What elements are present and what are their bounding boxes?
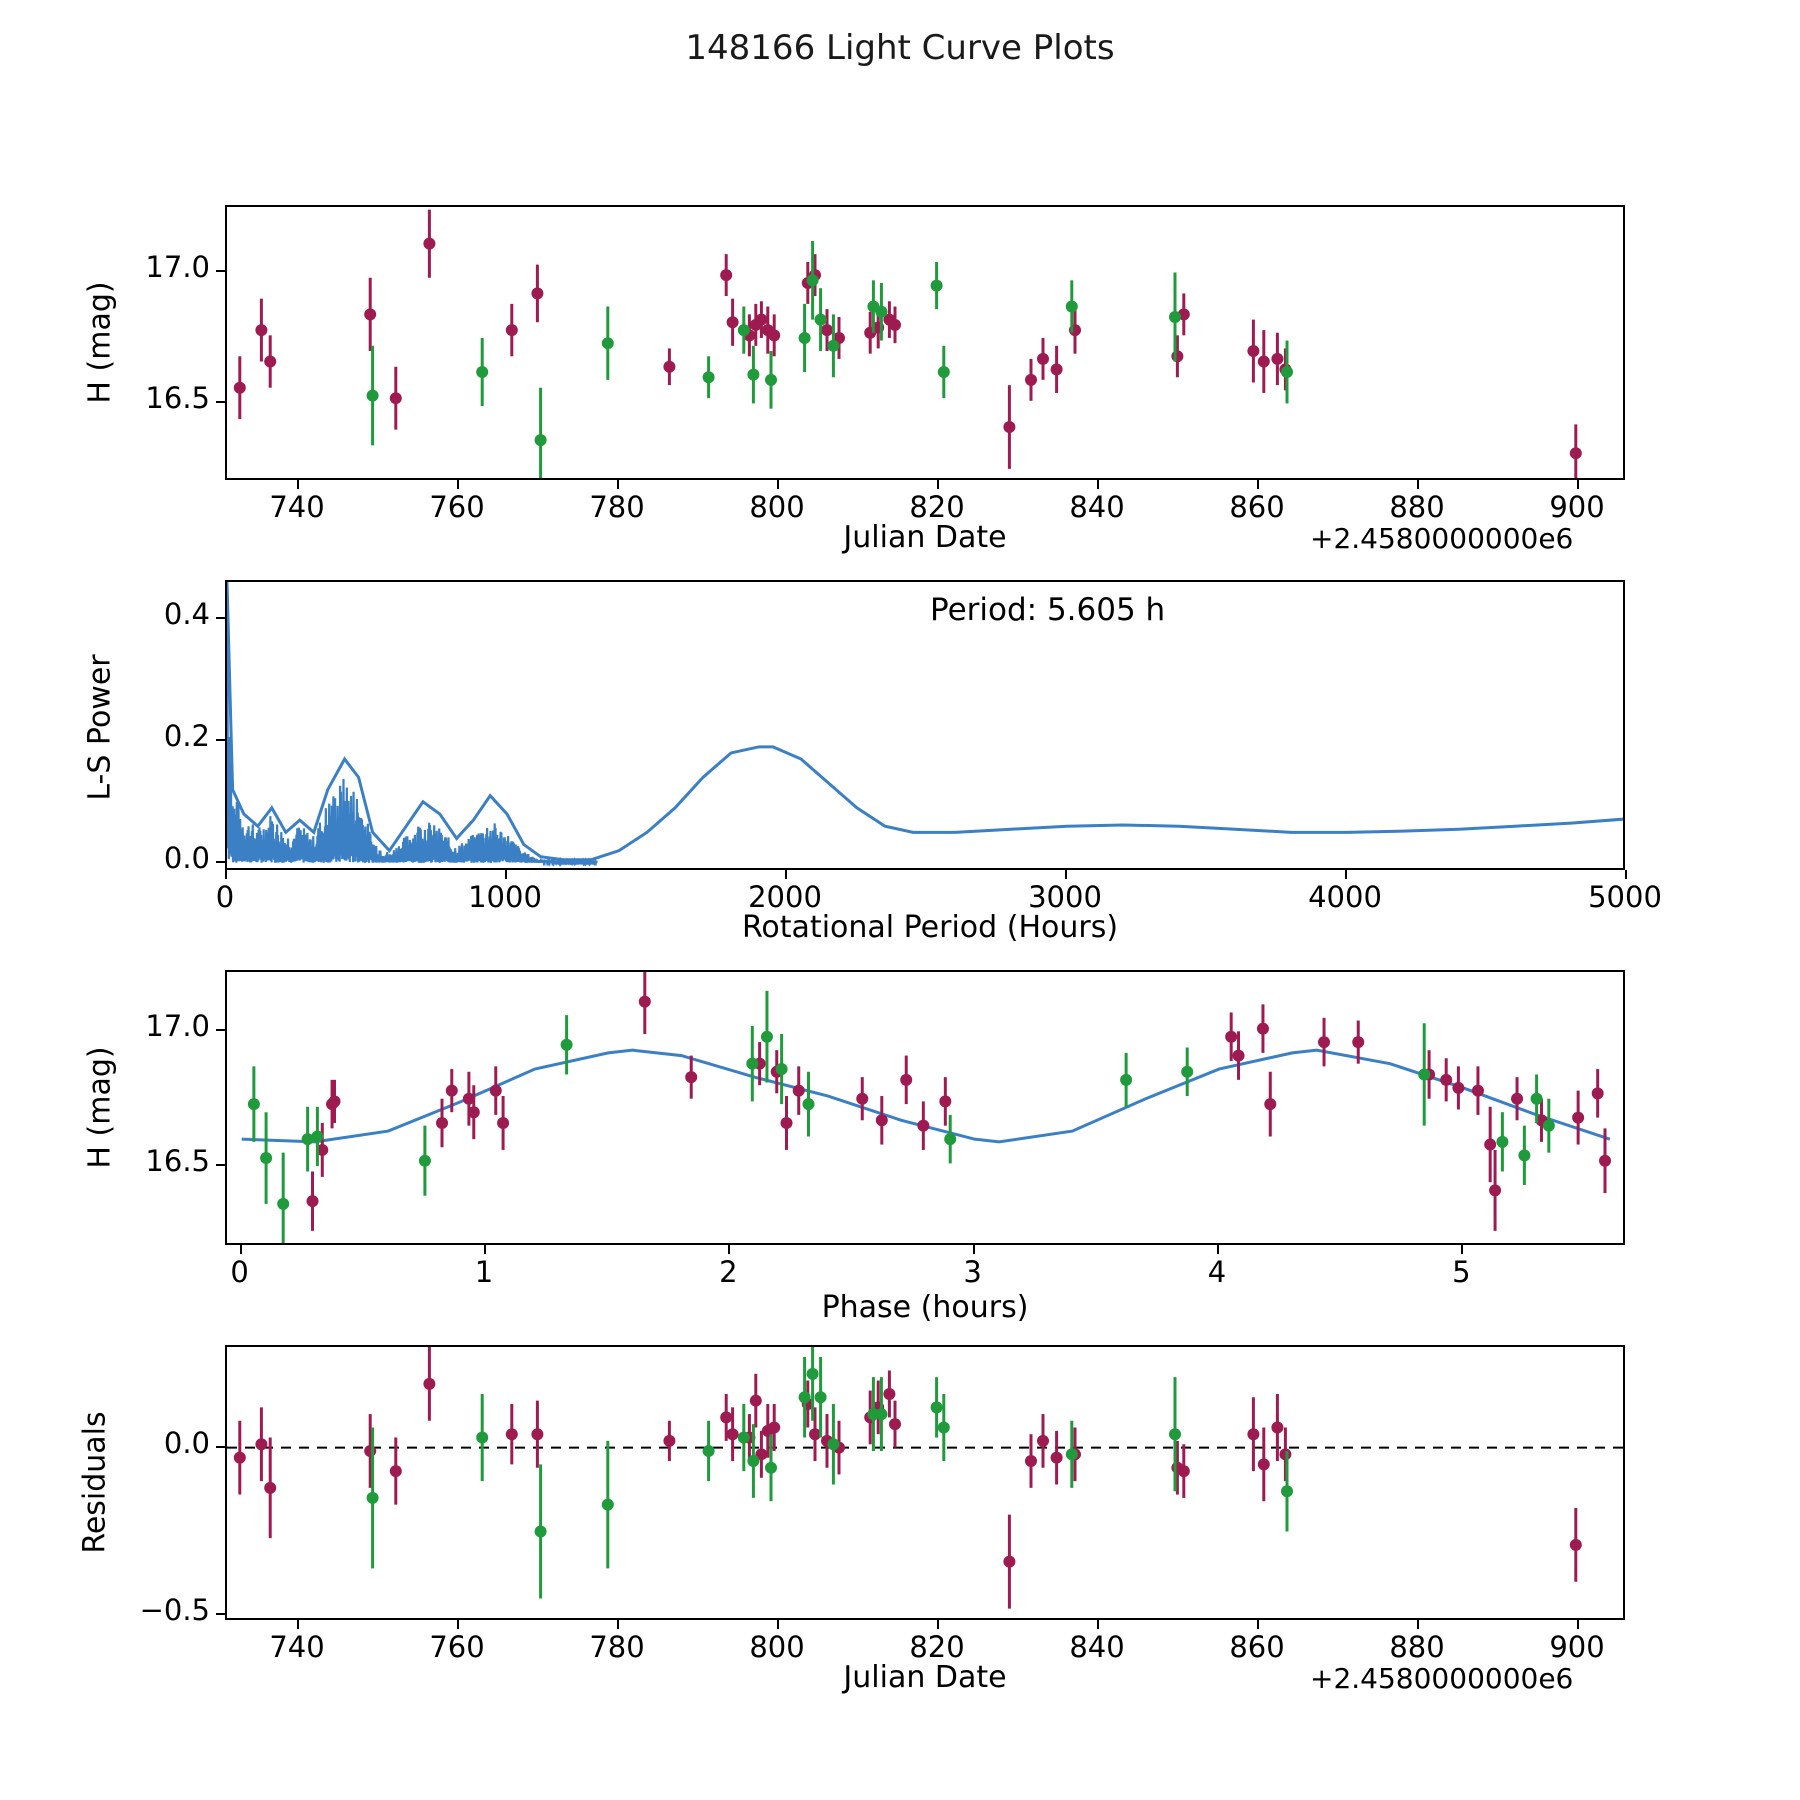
tick-mark [785,870,787,879]
tick-mark [216,1446,225,1448]
tick-label: 1 [474,1255,494,1289]
tick-mark [240,1245,242,1254]
tick-mark [216,270,225,272]
phase-folded-xlabel: Phase (hours) [821,1290,1029,1325]
tick-label: 0 [215,880,235,914]
tick-mark [1417,480,1419,489]
tick-label: 860 [1229,490,1285,524]
tick-mark [973,1245,975,1254]
tick-mark [937,480,939,489]
lightcurve-ylabel: H (mag) [82,281,118,404]
tick-label: 2 [719,1255,738,1289]
tick-label: 16.5 [145,1144,210,1179]
tick-mark [1257,1620,1259,1629]
residuals-x-offset: +2.4580000000e6 [1310,1662,1574,1695]
tick-label: 0.0 [163,1425,210,1460]
tick-mark [937,1620,939,1629]
tick-mark [1625,870,1627,879]
tick-label: 760 [429,1630,485,1664]
tick-mark [216,739,225,741]
periodogram-ylabel: L-S Power [82,654,118,801]
tick-mark [484,1245,486,1254]
tick-mark [1257,480,1259,489]
tick-label: −0.5 [139,1593,210,1628]
tick-label: 840 [1069,1630,1125,1664]
series-series_a [307,972,1611,1231]
tick-mark [216,1164,225,1166]
tick-label: 800 [749,490,805,524]
lightcurve-xlabel: Julian Date [843,520,1007,555]
tick-mark [728,1245,730,1254]
residuals-xlabel: Julian Date [843,1660,1007,1695]
tick-label: 780 [589,490,645,524]
tick-mark [617,480,619,489]
tick-mark [1097,1620,1099,1629]
tick-mark [457,480,459,489]
tick-label: 4000 [1308,880,1382,914]
tick-label: 820 [909,490,965,524]
tick-label: 840 [1069,490,1125,524]
page-title: 148166 Light Curve Plots [685,28,1115,68]
tick-mark [777,480,779,489]
lightcurve-x-offset: +2.4580000000e6 [1310,522,1574,555]
tick-label: 880 [1389,490,1445,524]
tick-mark [777,1620,779,1629]
tick-mark [1417,1620,1419,1629]
tick-label: 1000 [468,880,542,914]
tick-label: 880 [1389,1630,1445,1664]
tick-label: 780 [589,1630,645,1664]
tick-label: 17.0 [145,1009,210,1044]
tick-label: 3 [963,1255,982,1289]
tick-mark [1345,870,1347,879]
tick-label: 5000 [1588,880,1662,914]
lightcurve-axes [225,205,1625,480]
tick-mark [1217,1245,1219,1254]
residuals-axes [225,1345,1625,1620]
tick-mark [225,870,227,879]
tick-label: 17.0 [145,250,210,285]
tick-label: 900 [1549,490,1605,524]
series-series_a [234,1347,1582,1609]
tick-label: 0.2 [163,718,210,753]
tick-mark [216,617,225,619]
tick-label: 760 [429,490,485,524]
tick-mark [505,870,507,879]
tick-mark [1577,480,1579,489]
series-series_b [367,1347,1293,1599]
tick-mark [297,480,299,489]
tick-label: 5 [1452,1255,1471,1289]
tick-label: 860 [1229,1630,1285,1664]
tick-mark [216,861,225,863]
tick-label: 820 [909,1630,965,1664]
series-series_b [367,241,1293,480]
tick-label: 0 [230,1255,249,1289]
period-annotation: Period: 5.605 h [930,592,1166,628]
tick-label: 800 [749,1630,805,1664]
tick-mark [297,1620,299,1629]
series-series_a [234,210,1582,480]
tick-mark [216,1029,225,1031]
tick-mark [1097,480,1099,489]
phase-folded-ylabel: H (mag) [82,1046,118,1169]
tick-label: 0.0 [163,840,210,875]
tick-label: 16.5 [145,381,210,416]
tick-label: 740 [269,1630,325,1664]
tick-mark [216,1613,225,1615]
tick-label: 3000 [1028,880,1102,914]
tick-mark [457,1620,459,1629]
tick-label: 4 [1207,1255,1227,1289]
tick-mark [1577,1620,1579,1629]
residuals-ylabel: Residuals [77,1411,113,1554]
tick-mark [1065,870,1067,879]
periodogram-xlabel: Rotational Period (Hours) [741,910,1119,945]
tick-label: 740 [269,490,325,524]
tick-mark [216,401,225,403]
tick-mark [617,1620,619,1629]
periodogram-axes [225,580,1625,870]
phase-folded-axes [225,970,1625,1245]
tick-label: 900 [1549,1630,1605,1664]
tick-label: 0.4 [163,596,210,631]
tick-label: 2000 [748,880,822,914]
tick-mark [1461,1245,1463,1254]
